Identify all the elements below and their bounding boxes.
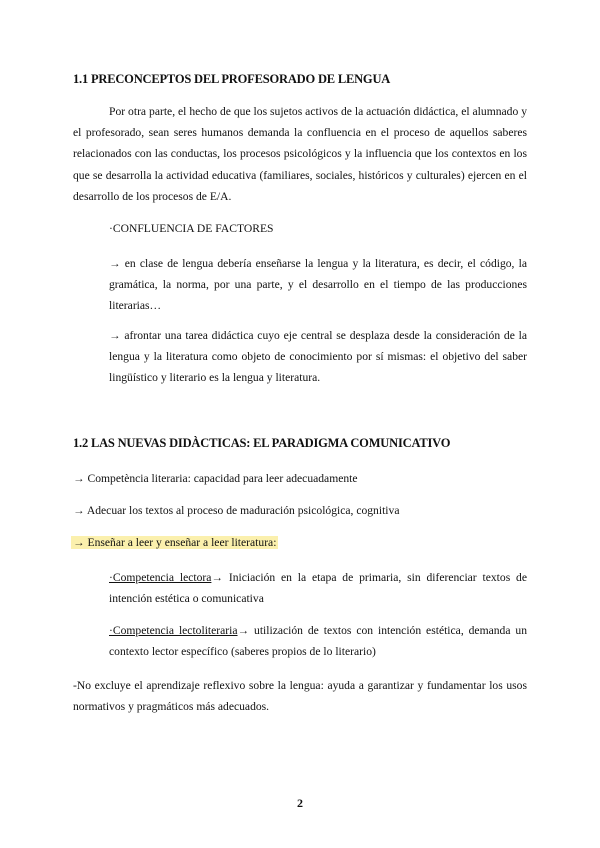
closing-paragraph: -No excluye el aprendizaje reflexivo sobre la lengua: ayuda a garantizar y fundamentar los usos normativos y pragmáticos más adecuados. bbox=[73, 679, 527, 714]
subheading-confluencia: ·CONFLUENCIA DE FACTORES bbox=[109, 222, 274, 235]
competencia-lectoliteraria-text: → utilización de textos con intención estética, demanda un contexto lector específico (saberes propios de lo literario) bbox=[109, 624, 527, 659]
highlighted-text: → Enseñar a leer y enseñar a leer literatura: bbox=[73, 536, 277, 549]
sub-competencia-lectora bbox=[109, 567, 527, 609]
competencia-lectora-label: ·Competencia lectora bbox=[109, 571, 212, 584]
section-heading-nuevas-didacticas: 1.2 LAS NUEVAS DIDÀCTICAS: EL PARADIGMA COMUNICATIVO bbox=[73, 436, 451, 450]
page-number: 2 bbox=[297, 796, 303, 810]
competencia-lectoliteraria-label: ·Competencia lectoliteraria bbox=[109, 624, 238, 637]
item-competencia-literaria: → Competència literaria: capacidad para leer adecuadamente bbox=[73, 472, 358, 485]
item-adecuar-textos: → Adecuar los textos al proceso de maduración psicológica, cognitiva bbox=[73, 504, 400, 517]
sub-competencia-lectoliteraria bbox=[109, 620, 527, 662]
section-heading-preconceptos: 1.1 PRECONCEPTOS DEL PROFESORADO DE LENGUA bbox=[73, 72, 391, 86]
bullet-tarea-didactica: → afrontar una tarea didáctica cuyo eje central se desplaza desde la consideración de la lengua y la literatura como objeto de conocimiento por sí mismas: el objetivo del saber lingüístico y literario es la lengua y literatura. bbox=[109, 329, 527, 385]
bullet-clase-lengua: → en clase de lengua debería enseñarse la lengua y la literatura, es decir, el código, la gramática, la norma, por una parte, y el desarrollo en el tiempo de las producciones literarias… bbox=[109, 257, 527, 313]
intro-paragraph: Por otra parte, el hecho de que los sujetos activos de la actuación didáctica, el alumnado y el profesorado, sean seres humanos demanda la confluencia en el proceso de aquellos saberes relacionados con las conductas, los procesos psicológicos y la influencia que los contextos en los que se desarrolla la actividad educativa (familiares, sociales, históricos y culturales) ejercen en el desarrollo de los procesos de E/A. bbox=[73, 105, 527, 203]
item-ensenar-leer bbox=[71, 535, 278, 551]
competencia-lectora-text: → Iniciación en la etapa de primaria, sin diferenciar textos de intención estética o comunicativa bbox=[109, 571, 527, 606]
